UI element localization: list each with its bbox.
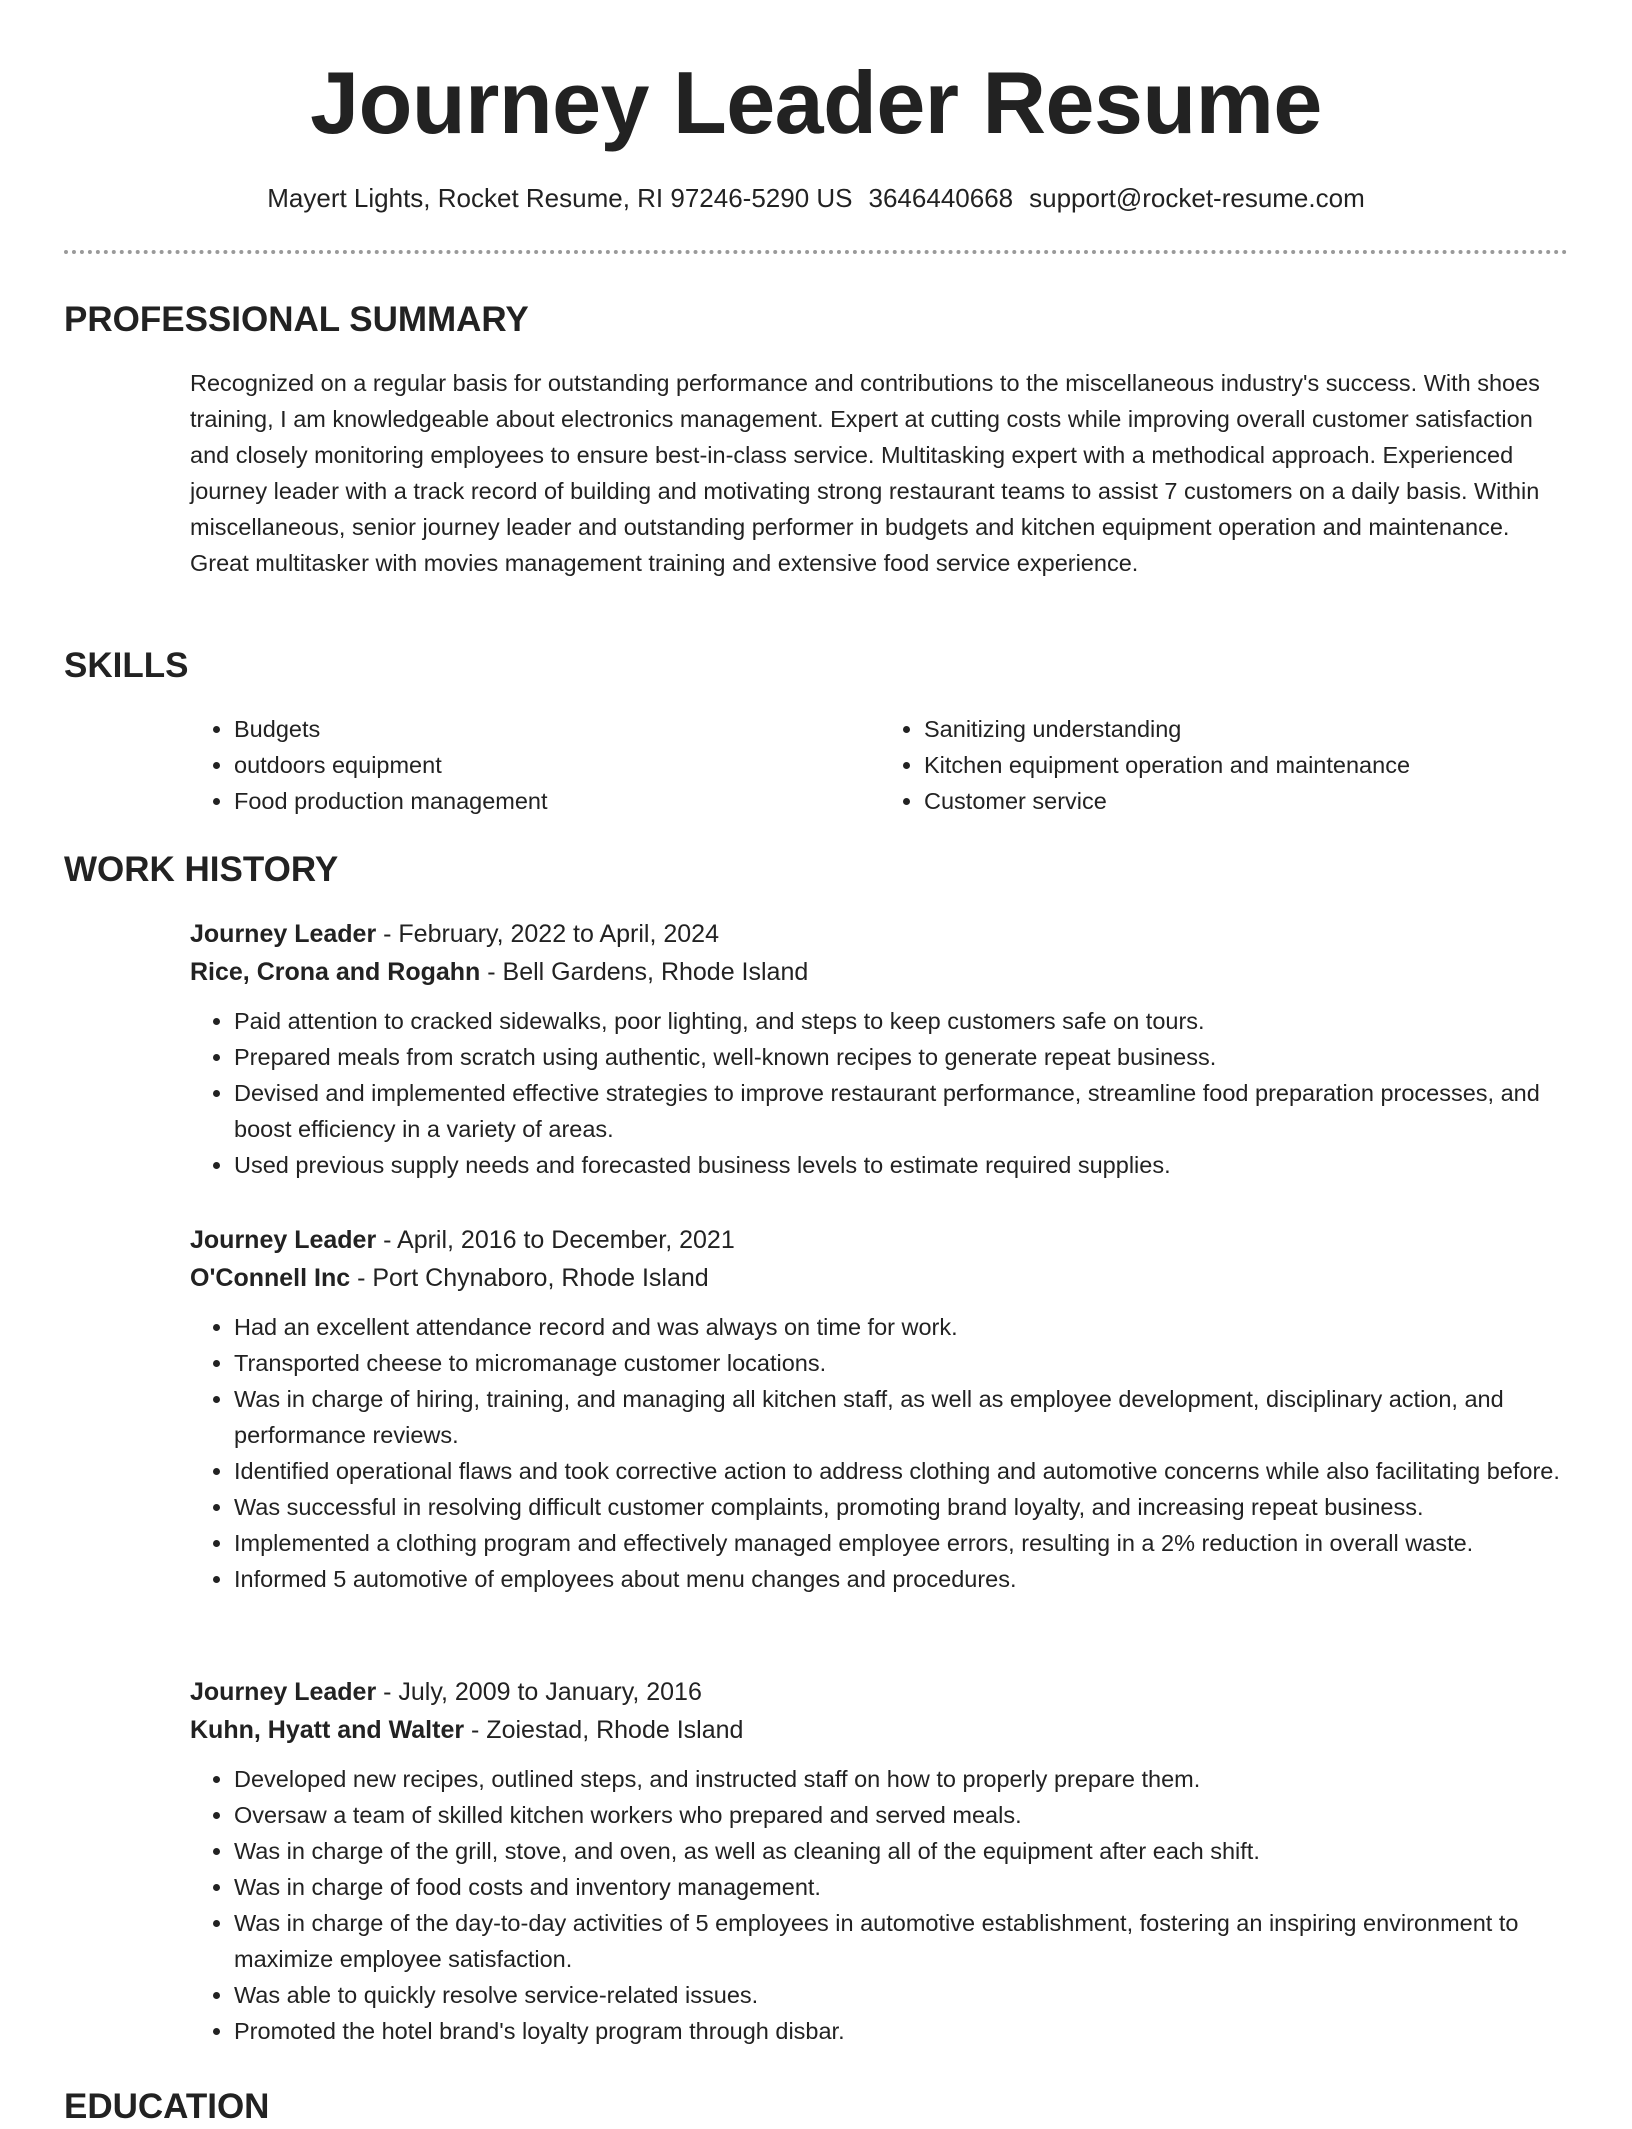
job-location: - Zoiestad, Rhode Island <box>464 1716 744 1744</box>
job-bullet: • Was able to quickly resolve service-related issues. <box>234 1977 1570 2013</box>
job-location: - Bell Gardens, Rhode Island <box>480 958 809 986</box>
job-bullet: • Paid attention to cracked sidewalks, poor lighting, and steps to keep customers safe on tours. <box>234 1003 1570 1039</box>
job-bullet: • Oversaw a team of skilled kitchen workers who prepared and served meals. <box>234 1797 1570 1833</box>
summary-text: Recognized on a regular basis for outstanding performance and contributions to the miscellaneous industry's success. With shoes training, I am knowledgeable about electronics management. Expert at cutting costs while improving overall customer satisfaction and closely monitoring employees to ensure best-in-class service. Multitasking expert with a methodical approach. Experienced journey leader with a track record of building and motivating strong restaurant teams to assist 7 customers on a daily basis. Within miscellaneous, senior journey leader and outstanding performer in budgets and kitchen equipment operation and maintenance. Great multitasker with movies management training and extensive food service experience. <box>190 370 1540 576</box>
work-history-heading: WORK HISTORY <box>64 850 339 889</box>
job-company-line <box>190 953 1570 991</box>
job-dates: - February, 2022 to April, 2024 <box>376 920 719 948</box>
contact-address: Mayert Lights, Rocket Resume, RI 97246-5290 US <box>267 183 853 213</box>
job-bullet: • Used previous supply needs and forecasted business levels to estimate required supplies. <box>234 1147 1570 1183</box>
job-title: Journey Leader <box>190 1678 377 1706</box>
skills-list <box>190 711 1570 819</box>
skills-heading: SKILLS <box>64 646 189 685</box>
skill-item: • outdoors equipment <box>234 747 880 783</box>
job-bullet: • Had an excellent attendance record and was always on time for work. <box>234 1309 1570 1345</box>
skill-item: • Kitchen equipment operation and maintenance <box>924 747 1570 783</box>
job-bullet: • Was in charge of hiring, training, and managing all kitchen staff, as well as employee development, disciplinary action, and performance reviews. <box>234 1381 1570 1453</box>
job-bullets <box>190 1761 1570 2049</box>
job-bullet: • Prepared meals from scratch using authentic, well-known recipes to generate repeat business. <box>234 1039 1570 1075</box>
job-title: Journey Leader <box>190 1226 377 1254</box>
skills-column-right <box>880 711 1570 819</box>
summary-heading: PROFESSIONAL SUMMARY <box>64 300 529 339</box>
job-company-line <box>190 1259 1570 1297</box>
job-bullet: • Developed new recipes, outlined steps, and instructed staff on how to properly prepare them. <box>234 1761 1570 1797</box>
job-dates: - July, 2009 to January, 2016 <box>376 1678 702 1706</box>
job-bullets <box>190 1003 1570 1183</box>
contact-line <box>0 180 1632 216</box>
job-company: Rice, Crona and Rogahn <box>190 958 481 986</box>
job-bullet: • Was in charge of the grill, stove, and oven, as well as cleaning all of the equipment after each shift. <box>234 1833 1570 1869</box>
job-bullet: • Devised and implemented effective strategies to improve restaurant performance, streamline food preparation processes, and boost efficiency in a variety of areas. <box>234 1075 1570 1147</box>
job-bullet: • Was in charge of the day-to-day activities of 5 employees in automotive establishment, fostering an inspiring environment to maximize employee satisfaction. <box>234 1905 1570 1977</box>
job-bullet: • Was in charge of food costs and inventory management. <box>234 1869 1570 1905</box>
skill-item: • Food production management <box>234 783 880 819</box>
summary-section <box>190 365 1570 581</box>
job-company: Kuhn, Hyatt and Walter <box>190 1716 465 1744</box>
job-company: O'Connell Inc <box>190 1264 351 1292</box>
education-heading: EDUCATION <box>64 2087 270 2126</box>
job-entry <box>190 915 1570 1183</box>
job-title-line <box>190 1673 1570 1711</box>
resume-title: Journey Leader Resume <box>310 53 1322 152</box>
header-divider <box>64 250 1568 254</box>
job-bullet: • Promoted the hotel brand's loyalty program through disbar. <box>234 2013 1570 2049</box>
skills-column-left <box>190 711 880 819</box>
job-bullet: • Was successful in resolving difficult customer complaints, promoting brand loyalty, and increasing repeat business. <box>234 1489 1570 1525</box>
job-title-line <box>190 1221 1570 1259</box>
job-dates: - April, 2016 to December, 2021 <box>376 1226 735 1254</box>
job-title-line <box>190 915 1570 953</box>
job-bullet: • Informed 5 automotive of employees about menu changes and procedures. <box>234 1561 1570 1597</box>
job-bullet: • Identified operational flaws and took corrective action to address clothing and automotive concerns while also facilitating before. <box>234 1453 1570 1489</box>
skill-item: • Sanitizing understanding <box>924 711 1570 747</box>
job-company-line <box>190 1711 1570 1749</box>
contact-email: support@rocket-resume.com <box>1029 183 1365 213</box>
contact-phone: 3646440668 <box>868 183 1014 213</box>
job-entry <box>190 1221 1570 1597</box>
skill-item: • Customer service <box>924 783 1570 819</box>
skill-item: • Budgets <box>234 711 880 747</box>
job-bullets <box>190 1309 1570 1597</box>
job-bullet: • Transported cheese to micromanage customer locations. <box>234 1345 1570 1381</box>
job-bullet: • Implemented a clothing program and effectively managed employee errors, resulting in a 2% reduction in overall waste. <box>234 1525 1570 1561</box>
job-title: Journey Leader <box>190 920 377 948</box>
job-location: - Port Chynaboro, Rhode Island <box>350 1264 709 1292</box>
job-entry <box>190 1673 1570 2049</box>
